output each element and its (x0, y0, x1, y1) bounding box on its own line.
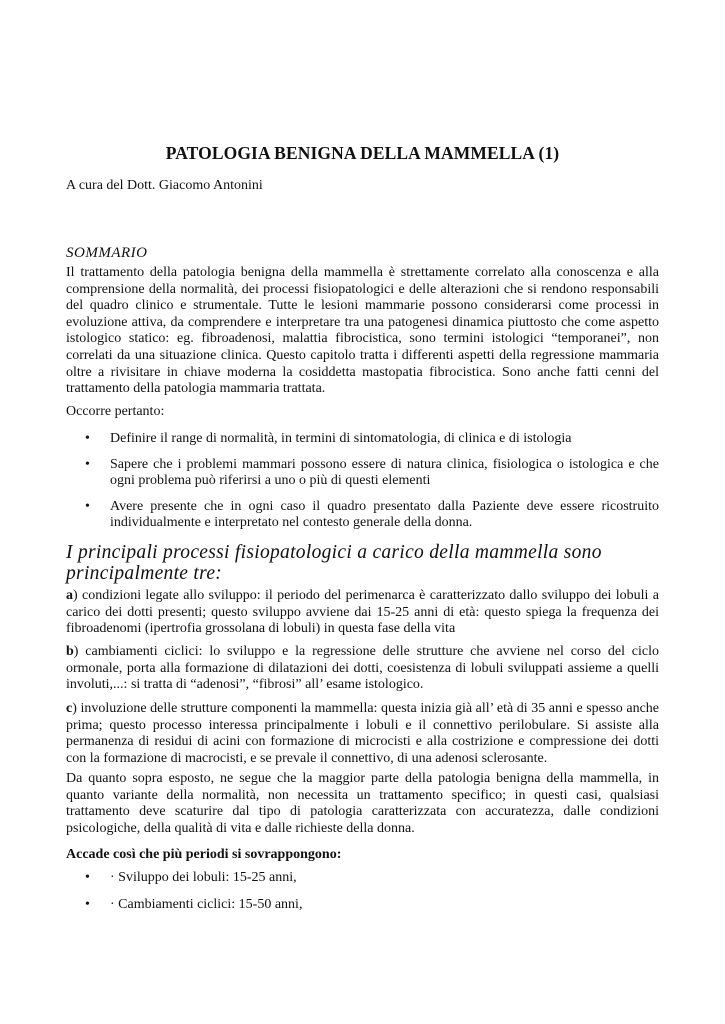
document-title: PATOLOGIA BENIGNA DELLA MAMMELLA (1) (165, 143, 560, 163)
item-text: ) involuzione delle strutture componenti la mammella: questa inizia già all’ età di 35 anni e spesso anche prima; questo processo interessa principalmente i lobuli e il connettivo perilobulare. Si assiste alla permanenza di residui di acini con formazione di microcisti e alla costrizione e compressione dei dotti con la formazione di macrocisti, e se prevale il connettivo, di una adenosi sclerosante. (66, 701, 659, 766)
list-item (66, 870, 659, 887)
list-item (66, 431, 659, 448)
bullet-icon: • (85, 896, 90, 912)
item-text: ) cambiamenti ciclici: lo sviluppo e la regressione delle strutture che avviene nel corso del ciclo ormonale, porta alla formazione di dilatazioni dei dotti, coesistenza di lobuli sviluppati assieme a quelli involuti,...: si tratta di “adenosi”, “fibrosi” all’ esame istologico. (66, 644, 659, 693)
occorre-line (66, 404, 659, 421)
list-item (66, 897, 659, 914)
process-item-b (66, 644, 659, 694)
bullet-icon: • (85, 870, 90, 885)
item-text: ) condizioni legate allo sviluppo: il periodo del perimenarca è caratterizzato dallo sviluppo dei lobuli a carico dei dotti presenti; questo sviluppo avviene dai 15-25 anni di età: questo spiega la frequenza dei fibroadenomi (ipertrofia grossolana di lobuli) in questa fase della vita (66, 588, 659, 637)
author-line: A cura del Dott. Giacomo Antonini (66, 178, 263, 193)
conclusion-paragraph: Da quanto sopra esposto, ne segue che la maggior parte della patologia benigna della mammella, in quanto variante della normalità, non necessita un trattamento specifico; in questi casi, qualsiasi trattamento deve scaturire dal tipo di patologia caratterizzata con accuratezza, dalle condizioni psicologiche, della qualità di vita e dalle richieste della donna. (66, 771, 659, 836)
list-item-text: Sapere che i problemi mammari possono essere di natura clinica, fisiologica o istologica e che ogni problema può riferirsi a uno o più di questi elementi (110, 456, 659, 489)
bullet-icon: • (85, 431, 90, 446)
bullet-icon: • (85, 498, 90, 514)
list-item-text: Avere presente che in ogni caso il quadro presentato dalla Paziente deve essere ricostruito individualmente e interpretato nel contesto generale della donna. (110, 498, 659, 531)
summary-heading: SOMMARIO (66, 245, 148, 261)
list-item (66, 499, 659, 532)
list-item (66, 457, 659, 490)
occorre-text: Occorre pertanto: (66, 404, 165, 419)
bullet-list (66, 431, 659, 532)
item-letter: b (66, 644, 74, 659)
list-item-text: · Cambiamenti ciclici: 15-50 anni, (110, 896, 303, 912)
summary-paragraph: Il trattamento della patologia benigna della mammella è strettamente correlato alla conoscenza e alla comprensione della normalità, dei processi fisiopatologici e delle alterazioni che si rendono responsabili del quadro clinico e strumentale. Tutte le lesioni mammarie possono considerarsi come processi in evoluzione attiva, da comprendere e interpretare tra una patogenesi dinamica piuttosto che come aspetto istologico statico: eg. fibroadenosi, malattia fibrocistica, sono termini istologici “temporanei”, non correlati da una situazione clinica. Questo capitolo tratta i differenti aspetti della regressione mammaria oltre a rivisitare in chiave moderna la cosiddetta mastopatia fibrocistica. Sono anche fatti cenni del trattamento della patologia mammaria trattata. (66, 265, 659, 397)
process-item-a (66, 588, 659, 638)
list-item-text: · Sviluppo dei lobuli: 15-25 anni, (110, 870, 297, 885)
summary-section (66, 265, 659, 398)
section-heading: I principali processi fisiopatologici a carico della mammella sono principalmente tre: (66, 542, 602, 584)
bullet-icon: • (85, 456, 90, 472)
process-item-c (66, 701, 659, 767)
periods-list (66, 870, 659, 913)
list-item-text: Definire il range di normalità, in termini di sintomatologia, di clinica e di istologia (110, 431, 572, 446)
conclusion-section (66, 771, 659, 837)
item-letter: a (66, 588, 73, 603)
periods-heading: Accade così che più periodi si sovrappongono: (66, 847, 342, 862)
item-letter: c (66, 701, 73, 716)
